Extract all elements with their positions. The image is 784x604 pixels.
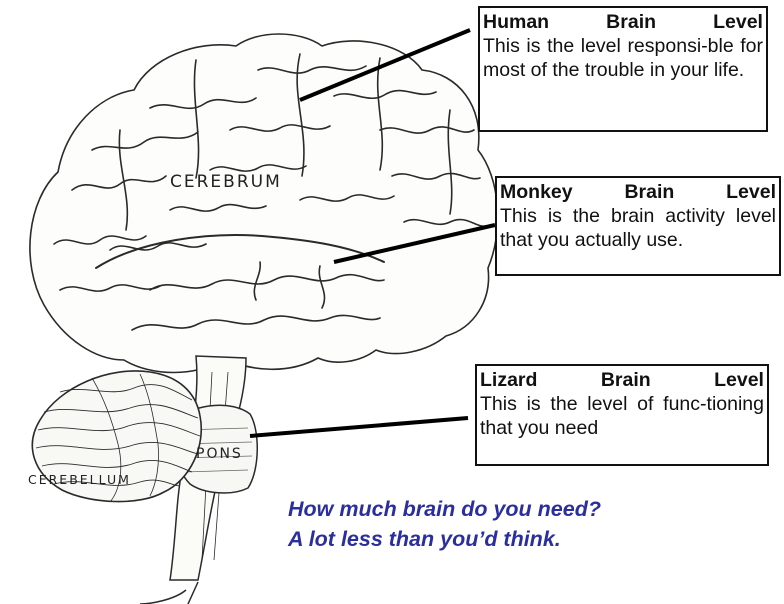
callout-lizard-body: This is the level of func-tioning that you need bbox=[480, 393, 764, 439]
callout-human-body: This is the level responsi-ble for most of the trouble in your life. bbox=[483, 35, 763, 81]
callout-monkey-heading-word-2: Brain bbox=[624, 181, 675, 203]
callout-monkey-brain-level bbox=[495, 176, 781, 276]
callout-lizard-heading-word-1: Lizard bbox=[480, 369, 538, 391]
callout-human-heading-word-3: Level bbox=[713, 11, 763, 33]
callout-human-brain-level bbox=[478, 6, 768, 132]
callout-lizard-heading bbox=[480, 368, 764, 392]
callout-human-heading bbox=[483, 10, 763, 34]
callout-human-heading-word-2: Brain bbox=[606, 11, 657, 33]
callout-monkey-body: This is the brain activity level that you actually use. bbox=[500, 205, 776, 251]
caption-line-1: How much brain do you need? bbox=[288, 497, 601, 521]
cerebrum-label: CEREBRUM bbox=[170, 172, 282, 192]
callout-monkey-heading-word-1: Monkey bbox=[500, 181, 573, 203]
callout-lizard-heading-word-2: Brain bbox=[600, 369, 651, 391]
callout-human-heading-word-1: Human bbox=[483, 11, 550, 33]
caption bbox=[288, 494, 601, 554]
callout-lizard-brain-level bbox=[475, 364, 769, 466]
callout-monkey-heading-word-3: Level bbox=[726, 181, 776, 203]
callout-lizard-heading-word-3: Level bbox=[714, 369, 764, 391]
pons-label: PONS bbox=[196, 446, 243, 462]
cerebellum-label: CEREBELLUM bbox=[28, 472, 131, 487]
leader-line-lizard bbox=[250, 418, 468, 436]
cerebrum bbox=[30, 34, 498, 373]
caption-line-2: A lot less than you’d think. bbox=[288, 527, 561, 551]
callout-monkey-heading bbox=[500, 180, 776, 204]
